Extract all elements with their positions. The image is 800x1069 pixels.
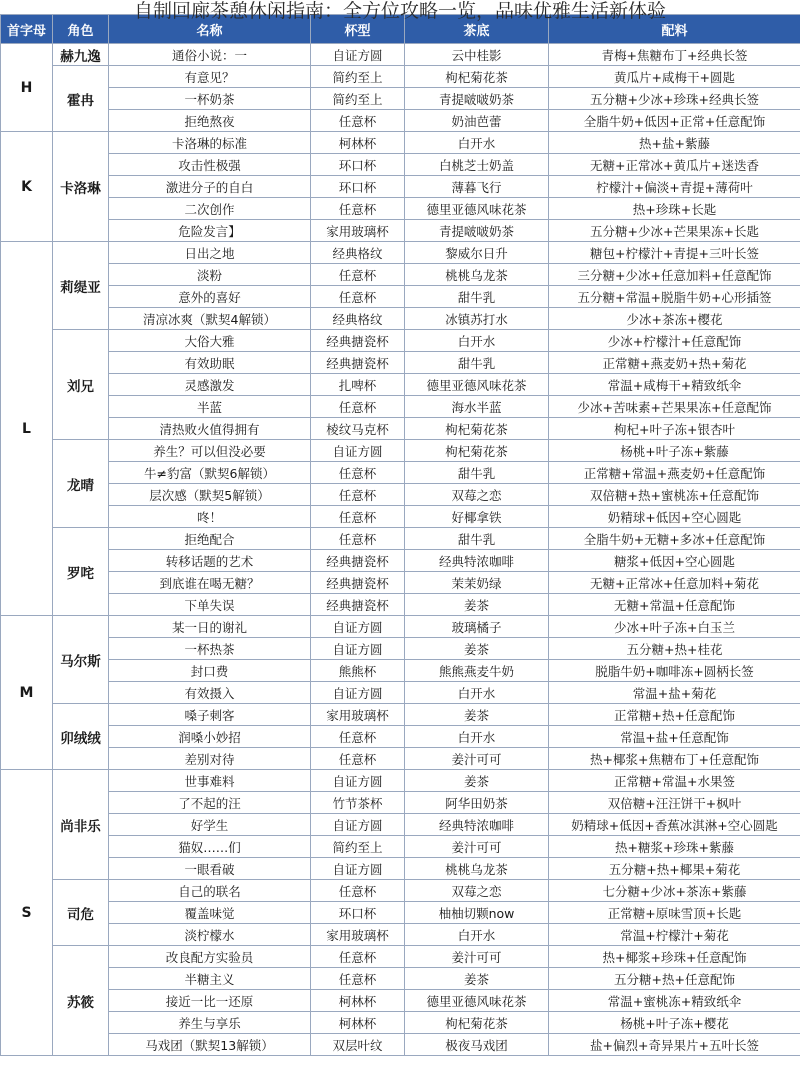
toppings-cell: 三分糖+少冰+任意加料+任意配饰 [549, 264, 800, 286]
base-cell: 白开水 [405, 330, 549, 352]
character-cell: 赫九逸 [53, 44, 109, 66]
table-row [1, 1034, 800, 1056]
table-row [1, 594, 800, 616]
base-cell: 桃桃乌龙茶 [405, 264, 549, 286]
table-row [1, 374, 800, 396]
cup-cell: 任意杯 [311, 880, 405, 902]
cup-cell: 任意杯 [311, 198, 405, 220]
character-cell: 刘兄 [53, 330, 109, 440]
base-cell: 德里亚德风味花茶 [405, 198, 549, 220]
base-cell: 枸杞菊花茶 [405, 440, 549, 462]
table-row [1, 132, 800, 154]
drink-name-cell: 覆盖味觉 [109, 902, 311, 924]
toppings-cell: 热+糖浆+珍珠+紫藤 [549, 836, 800, 858]
letter-cell: L [1, 242, 53, 616]
header-base: 茶底 [405, 15, 549, 44]
header-character: 角色 [53, 15, 109, 44]
table-row [1, 858, 800, 880]
base-cell: 双莓之恋 [405, 880, 549, 902]
table-row [1, 704, 800, 726]
cup-cell: 柯林杯 [311, 132, 405, 154]
cup-cell: 环口杯 [311, 902, 405, 924]
cup-cell: 任意杯 [311, 396, 405, 418]
base-cell: 白开水 [405, 726, 549, 748]
table-row [1, 176, 800, 198]
toppings-cell: 热+珍珠+长匙 [549, 198, 800, 220]
table-row [1, 44, 800, 66]
base-cell: 黎威尔日升 [405, 242, 549, 264]
table-row [1, 836, 800, 858]
table-row [1, 66, 800, 88]
cup-cell: 自证方圆 [311, 616, 405, 638]
cup-cell: 任意杯 [311, 968, 405, 990]
cup-cell: 家用玻璃杯 [311, 704, 405, 726]
toppings-cell: 五分糖+热+椰果+菊花 [549, 858, 800, 880]
table-row [1, 352, 800, 374]
drink-name-cell: 灵感激发 [109, 374, 311, 396]
toppings-cell: 正常糖+原味雪顶+长匙 [549, 902, 800, 924]
toppings-cell: 奶精球+低因+香蕉冰淇淋+空心圆匙 [549, 814, 800, 836]
drink-name-cell: 一杯热茶 [109, 638, 311, 660]
character-cell: 龙晴 [53, 440, 109, 528]
base-cell: 青提啵啵奶茶 [405, 88, 549, 110]
cup-cell: 任意杯 [311, 264, 405, 286]
base-cell: 熊熊燕麦牛奶 [405, 660, 549, 682]
drink-name-cell: 淡柠檬水 [109, 924, 311, 946]
table-row [1, 418, 800, 440]
toppings-cell: 无糖+正常冰+任意加料+菊花 [549, 572, 800, 594]
drink-name-cell: 激进分子的自白 [109, 176, 311, 198]
table-row [1, 792, 800, 814]
base-cell: 茉茉奶绿 [405, 572, 549, 594]
drink-name-cell: 差别对待 [109, 748, 311, 770]
toppings-cell: 正常糖+常温+水果签 [549, 770, 800, 792]
base-cell: 经典特浓咖啡 [405, 550, 549, 572]
drink-name-cell: 拒绝熬夜 [109, 110, 311, 132]
base-cell: 白开水 [405, 924, 549, 946]
base-cell: 双莓之恋 [405, 484, 549, 506]
toppings-cell: 少冰+茶冻+樱花 [549, 308, 800, 330]
base-cell: 德里亚德风味花茶 [405, 374, 549, 396]
base-cell: 青提啵啵奶茶 [405, 220, 549, 242]
character-cell: 司危 [53, 880, 109, 946]
cup-cell: 扎啤杯 [311, 374, 405, 396]
cup-cell: 简约至上 [311, 836, 405, 858]
drink-name-cell: 一杯奶茶 [109, 88, 311, 110]
drink-name-cell: 通俗小说：一 [109, 44, 311, 66]
table-row [1, 660, 800, 682]
cup-cell: 任意杯 [311, 484, 405, 506]
table-row [1, 242, 800, 264]
table-row [1, 990, 800, 1012]
drink-name-cell: 一眼看破 [109, 858, 311, 880]
drink-name-cell: 意外的喜好 [109, 286, 311, 308]
base-cell: 奶油芭蕾 [405, 110, 549, 132]
table-row [1, 924, 800, 946]
toppings-cell: 五分糖+热+桂花 [549, 638, 800, 660]
drink-name-cell: 咚！ [109, 506, 311, 528]
base-cell: 姜茶 [405, 638, 549, 660]
toppings-cell: 五分糖+少冰+珍珠+经典长签 [549, 88, 800, 110]
table-row [1, 88, 800, 110]
cup-cell: 自证方圆 [311, 638, 405, 660]
base-cell: 甜牛乳 [405, 528, 549, 550]
toppings-cell: 七分糖+少冰+茶冻+紫藤 [549, 880, 800, 902]
character-cell: 霍冉 [53, 66, 109, 132]
table-row [1, 946, 800, 968]
drink-name-cell: 润嗓小妙招 [109, 726, 311, 748]
toppings-cell: 盐+偏烈+奇异果片+五叶长签 [549, 1034, 800, 1056]
table-row [1, 748, 800, 770]
base-cell: 极夜马戏团 [405, 1034, 549, 1056]
table-row [1, 264, 800, 286]
character-cell: 卡洛琳 [53, 132, 109, 242]
cup-cell: 双层叶纹 [311, 1034, 405, 1056]
cup-cell: 熊熊杯 [311, 660, 405, 682]
base-cell: 经典特浓咖啡 [405, 814, 549, 836]
header-letter: 首字母 [1, 15, 53, 44]
drink-name-cell: 改良配方实验员 [109, 946, 311, 968]
toppings-cell: 脱脂牛奶+咖啡冻+圆柄长签 [549, 660, 800, 682]
header-cup: 杯型 [311, 15, 405, 44]
letter-cell: H [1, 44, 53, 132]
toppings-cell: 少冰+柠檬汁+任意配饰 [549, 330, 800, 352]
base-cell: 白桃芝士奶盖 [405, 154, 549, 176]
drink-name-cell: 转移话题的艺术 [109, 550, 311, 572]
base-cell: 好椰拿铁 [405, 506, 549, 528]
letter-cell: S [1, 770, 53, 1056]
table-row [1, 110, 800, 132]
table-row [1, 814, 800, 836]
drink-name-cell: 卡洛琳的标准 [109, 132, 311, 154]
base-cell: 玻璃橘子 [405, 616, 549, 638]
table-row [1, 572, 800, 594]
cup-cell: 家用玻璃杯 [311, 220, 405, 242]
drink-name-cell: 半糖主义 [109, 968, 311, 990]
table-row [1, 198, 800, 220]
toppings-cell: 五分糖+热+任意配饰 [549, 968, 800, 990]
drink-name-cell: 清凉冰爽（默契4解锁） [109, 308, 311, 330]
table-row [1, 880, 800, 902]
base-cell: 枸杞菊花茶 [405, 1012, 549, 1034]
toppings-cell: 双倍糖+汪汪饼干+枫叶 [549, 792, 800, 814]
drink-name-cell: 危险发言】 [109, 220, 311, 242]
header-toppings: 配料 [549, 15, 800, 44]
character-cell: 苏筱 [53, 946, 109, 1056]
base-cell: 姜汁可可 [405, 946, 549, 968]
cup-cell: 自证方圆 [311, 440, 405, 462]
table-row [1, 330, 800, 352]
cup-cell: 经典格纹 [311, 242, 405, 264]
base-cell: 姜茶 [405, 770, 549, 792]
base-cell: 姜茶 [405, 594, 549, 616]
drink-name-cell: 下单失误 [109, 594, 311, 616]
base-cell: 白开水 [405, 682, 549, 704]
toppings-cell: 正常糖+燕麦奶+热+菊花 [549, 352, 800, 374]
drink-name-cell: 自己的联名 [109, 880, 311, 902]
toppings-cell: 双倍糖+热+蜜桃冻+任意配饰 [549, 484, 800, 506]
table-body [1, 44, 800, 1056]
toppings-cell: 热+椰浆+珍珠+任意配饰 [549, 946, 800, 968]
drink-name-cell: 养生？可以但没必要 [109, 440, 311, 462]
table-row [1, 396, 800, 418]
cup-cell: 任意杯 [311, 506, 405, 528]
drink-name-cell: 某一日的谢礼 [109, 616, 311, 638]
toppings-cell: 枸杞+叶子冻+银杏叶 [549, 418, 800, 440]
drink-name-cell: 好学生 [109, 814, 311, 836]
table-row [1, 220, 800, 242]
table-row [1, 682, 800, 704]
table-row [1, 638, 800, 660]
character-cell: 罗咤 [53, 528, 109, 616]
drink-name-cell: 有效摄入 [109, 682, 311, 704]
character-cell: 尚非乐 [53, 770, 109, 880]
toppings-cell: 五分糖+少冰+芒果果冻+长匙 [549, 220, 800, 242]
cup-cell: 经典搪瓷杯 [311, 572, 405, 594]
cup-cell: 竹节茶杯 [311, 792, 405, 814]
cup-cell: 柯林杯 [311, 990, 405, 1012]
table-row [1, 286, 800, 308]
table-row [1, 440, 800, 462]
drink-name-cell: 清热败火值得拥有 [109, 418, 311, 440]
drink-name-cell: 嗓子刺客 [109, 704, 311, 726]
table-row [1, 462, 800, 484]
toppings-cell: 常温+盐+菊花 [549, 682, 800, 704]
toppings-cell: 糖浆+低因+空心圆匙 [549, 550, 800, 572]
drink-name-cell: 封口费 [109, 660, 311, 682]
toppings-cell: 无糖+常温+任意配饰 [549, 594, 800, 616]
toppings-cell: 杨桃+叶子冻+樱花 [549, 1012, 800, 1034]
drink-name-cell: 牛≠豹富（默契6解锁） [109, 462, 311, 484]
drink-name-cell: 接近一比一还原 [109, 990, 311, 1012]
cup-cell: 环口杯 [311, 176, 405, 198]
letter-cell: K [1, 132, 53, 242]
base-cell: 柚柚切颗now [405, 902, 549, 924]
toppings-cell: 糖包+柠檬汁+青提+三叶长签 [549, 242, 800, 264]
table-row [1, 726, 800, 748]
letter-cell: M [1, 616, 53, 770]
character-cell: 莉缇亚 [53, 242, 109, 330]
cup-cell: 自证方圆 [311, 770, 405, 792]
toppings-cell: 少冰+叶子冻+白玉兰 [549, 616, 800, 638]
table-row [1, 484, 800, 506]
character-cell: 卯绒绒 [53, 704, 109, 770]
toppings-cell: 常温+柠檬汁+菊花 [549, 924, 800, 946]
base-cell: 薄暮飞行 [405, 176, 549, 198]
base-cell: 云中桂影 [405, 44, 549, 66]
table-row [1, 770, 800, 792]
base-cell: 姜茶 [405, 968, 549, 990]
base-cell: 枸杞菊花茶 [405, 418, 549, 440]
recipe-table [0, 14, 800, 1056]
drink-name-cell: 到底谁在喝无糖？ [109, 572, 311, 594]
cup-cell: 自证方圆 [311, 858, 405, 880]
drink-name-cell: 了不起的汪 [109, 792, 311, 814]
cup-cell: 任意杯 [311, 726, 405, 748]
page-title: 自制回廊茶憩休闲指南：全方位攻略一览，品味优雅生活新体验 [133, 0, 666, 22]
toppings-cell: 黄瓜片+咸梅干+圆匙 [549, 66, 800, 88]
cup-cell: 经典搪瓷杯 [311, 550, 405, 572]
base-cell: 姜汁可可 [405, 748, 549, 770]
cup-cell: 经典格纹 [311, 308, 405, 330]
drink-name-cell: 有效助眠 [109, 352, 311, 374]
toppings-cell: 杨桃+叶子冻+紫藤 [549, 440, 800, 462]
table-row [1, 968, 800, 990]
table-row [1, 506, 800, 528]
base-cell: 枸杞菊花茶 [405, 66, 549, 88]
toppings-cell: 热+椰浆+焦糖布丁+任意配饰 [549, 748, 800, 770]
base-cell: 桃桃乌龙茶 [405, 858, 549, 880]
cup-cell: 经典搪瓷杯 [311, 594, 405, 616]
cup-cell: 环口杯 [311, 154, 405, 176]
table-row [1, 902, 800, 924]
cup-cell: 自证方圆 [311, 682, 405, 704]
toppings-cell: 青梅+焦糖布丁+经典长签 [549, 44, 800, 66]
cup-cell: 任意杯 [311, 748, 405, 770]
cup-cell: 任意杯 [311, 528, 405, 550]
cup-cell: 棱纹马克杯 [311, 418, 405, 440]
table-row [1, 308, 800, 330]
toppings-cell: 奶精球+低因+空心圆匙 [549, 506, 800, 528]
cup-cell: 自证方圆 [311, 44, 405, 66]
drink-name-cell: 大俗大雅 [109, 330, 311, 352]
base-cell: 甜牛乳 [405, 462, 549, 484]
toppings-cell: 正常糖+常温+燕麦奶+任意配饰 [549, 462, 800, 484]
base-cell: 冰镇苏打水 [405, 308, 549, 330]
drink-name-cell: 日出之地 [109, 242, 311, 264]
table-row [1, 154, 800, 176]
table-row [1, 550, 800, 572]
base-cell: 阿华田奶茶 [405, 792, 549, 814]
toppings-cell: 无糖+正常冰+黄瓜片+迷迭香 [549, 154, 800, 176]
table-row [1, 528, 800, 550]
cup-cell: 任意杯 [311, 462, 405, 484]
cup-cell: 经典搪瓷杯 [311, 330, 405, 352]
toppings-cell: 正常糖+热+任意配饰 [549, 704, 800, 726]
toppings-cell: 全脂牛奶+无糖+多冰+任意配饰 [549, 528, 800, 550]
toppings-cell: 热+盐+紫藤 [549, 132, 800, 154]
base-cell: 姜汁可可 [405, 836, 549, 858]
drink-name-cell: 层次感（默契5解锁） [109, 484, 311, 506]
cup-cell: 柯林杯 [311, 1012, 405, 1034]
toppings-cell: 常温+蜜桃冻+精致纸伞 [549, 990, 800, 1012]
base-cell: 海水半蓝 [405, 396, 549, 418]
toppings-cell: 柠檬汁+偏淡+青提+薄荷叶 [549, 176, 800, 198]
character-cell: 马尔斯 [53, 616, 109, 704]
toppings-cell: 常温+盐+任意配饰 [549, 726, 800, 748]
drink-name-cell: 淡粉 [109, 264, 311, 286]
cup-cell: 经典搪瓷杯 [311, 352, 405, 374]
drink-name-cell: 猫奴……们 [109, 836, 311, 858]
base-cell: 德里亚德风味花茶 [405, 990, 549, 1012]
drink-name-cell: 马戏团（默契13解锁） [109, 1034, 311, 1056]
toppings-cell: 五分糖+常温+脱脂牛奶+心形插签 [549, 286, 800, 308]
base-cell: 白开水 [405, 132, 549, 154]
drink-name-cell: 攻击性极强 [109, 154, 311, 176]
header-drink-name: 名称 [109, 15, 311, 44]
cup-cell: 任意杯 [311, 286, 405, 308]
cup-cell: 简约至上 [311, 66, 405, 88]
base-cell: 甜牛乳 [405, 286, 549, 308]
cup-cell: 家用玻璃杯 [311, 924, 405, 946]
drink-name-cell: 拒绝配合 [109, 528, 311, 550]
cup-cell: 任意杯 [311, 110, 405, 132]
drink-name-cell: 养生与享乐 [109, 1012, 311, 1034]
toppings-cell: 少冰+苦味素+芒果果冻+任意配饰 [549, 396, 800, 418]
drink-name-cell: 半蓝 [109, 396, 311, 418]
table-row [1, 1012, 800, 1034]
drink-name-cell: 世事难料 [109, 770, 311, 792]
drink-name-cell: 有意见？ [109, 66, 311, 88]
toppings-cell: 全脂牛奶+低因+正常+任意配饰 [549, 110, 800, 132]
toppings-cell: 常温+咸梅干+精致纸伞 [549, 374, 800, 396]
base-cell: 甜牛乳 [405, 352, 549, 374]
base-cell: 姜茶 [405, 704, 549, 726]
table-row [1, 616, 800, 638]
cup-cell: 自证方圆 [311, 814, 405, 836]
cup-cell: 任意杯 [311, 946, 405, 968]
cup-cell: 简约至上 [311, 88, 405, 110]
drink-name-cell: 二次创作 [109, 198, 311, 220]
